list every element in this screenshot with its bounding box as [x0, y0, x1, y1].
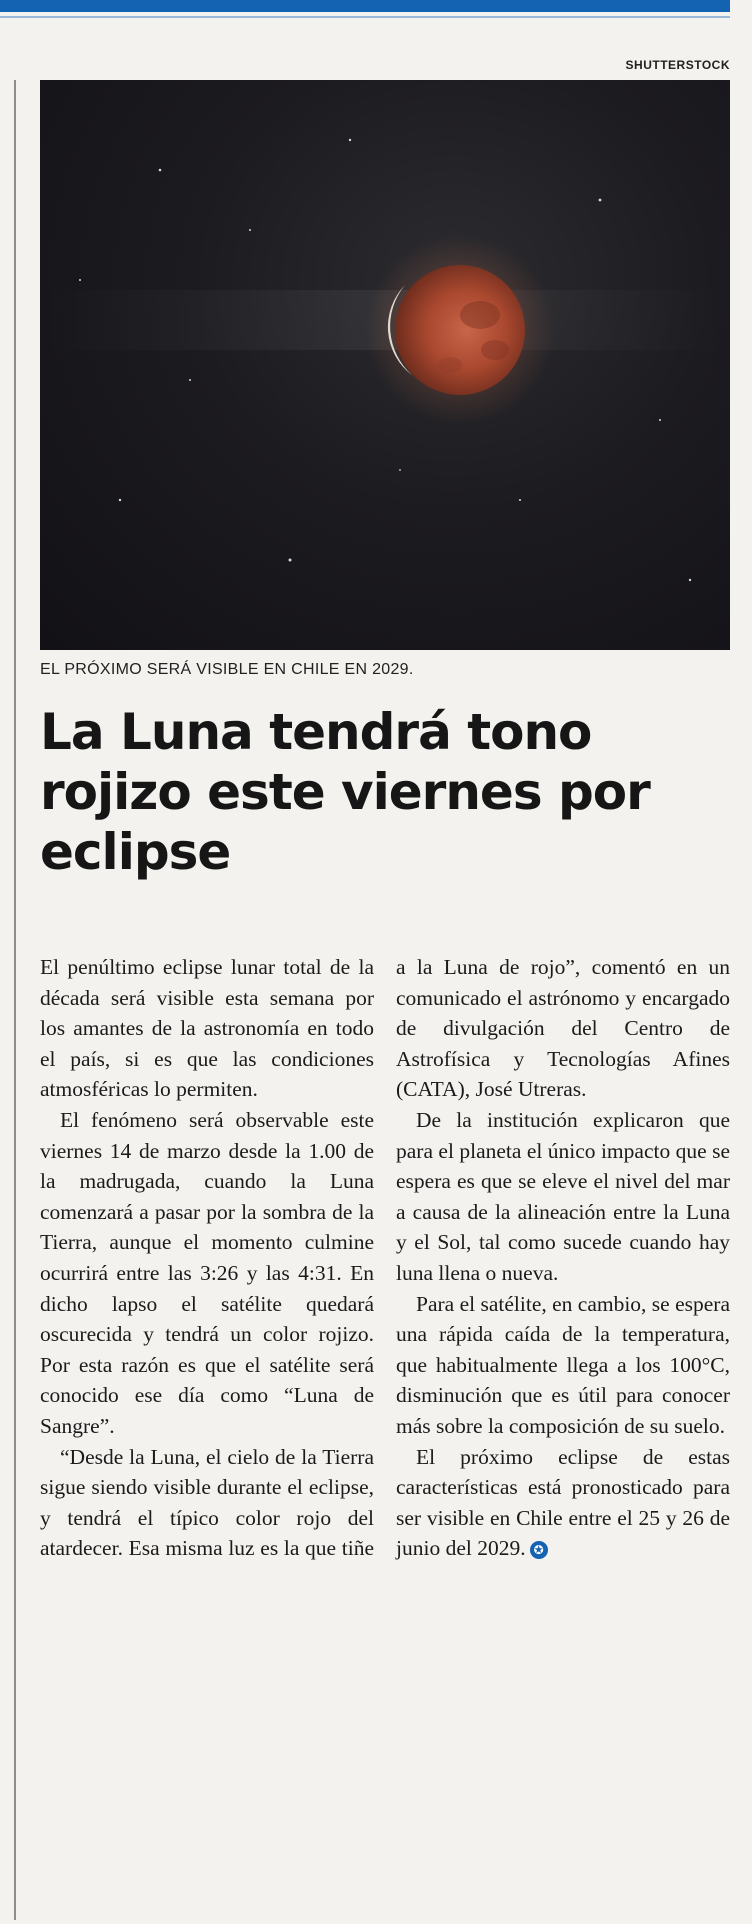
paragraph-6-text: El próximo eclipse de estas características está pronosticado para ser visible en Chile entre el 25 y 26 de junio del 2029. — [396, 1444, 730, 1561]
headline: La Luna tendrá tono rojizo este viernes por eclipse — [40, 703, 650, 881]
paragraph-1: El penúltimo eclipse lunar total de la década será visible esta semana por los amantes de la astronomía en todo el país, si es que las condiciones atmosféricas lo permiten. — [40, 955, 374, 1102]
paragraph-6 — [396, 1442, 730, 1564]
paragraph-4: De la institución explicaron que para el planeta el único impacto que se espera es que se eleve el nivel del mar a causa de la alineación entre la Luna y el Sol, tal como sucede cuando hay luna llena o nueva. — [396, 1107, 730, 1285]
star-circle-icon: ✪ — [530, 1541, 548, 1559]
column-divider — [14, 80, 16, 1920]
red-moon — [395, 265, 525, 395]
article-body — [40, 952, 730, 1564]
photo-caption: EL PRÓXIMO SERÁ VISIBLE EN CHILE EN 2029. — [40, 661, 414, 678]
paragraph-3: “Desde la Luna, el cielo de la Tierra sigue siendo visible durante el eclipse, y tendrá el típico color rojo del atardecer. Esa misma luz es la que tiñe a la Luna de rojo”, comentó en un comunicado el astrónomo y encargado de divulgación del Centro de Astrofísica y Tecnologías Afines (CATA), José Utreras. — [40, 955, 730, 1561]
photo-credit: SHUTTERSTOCK — [625, 58, 730, 72]
top-divider — [0, 16, 730, 18]
paragraph-2: El fenómeno será observable este viernes 14 de marzo desde la 1.00 de la madrugada, cuando la Luna comenzará a pasar por la sombra de la Tierra, aunque el momento culmine ocurrirá entre las 3:26 y las 4:31. En dicho lapso el satélite quedará oscurecida y tendrá un color rojizo. Por esta razón es que el satélite será conocido ese día como “Luna de Sangre”. — [40, 1107, 374, 1438]
top-color-bar — [0, 0, 730, 12]
eclipse-photo — [40, 80, 730, 650]
paragraph-5: Para el satélite, en cambio, se espera una rápida caída de la temperatura, que habitualmente llega a los 100°C, disminución que es útil para conocer más sobre la composición de su suelo. — [396, 1291, 730, 1438]
